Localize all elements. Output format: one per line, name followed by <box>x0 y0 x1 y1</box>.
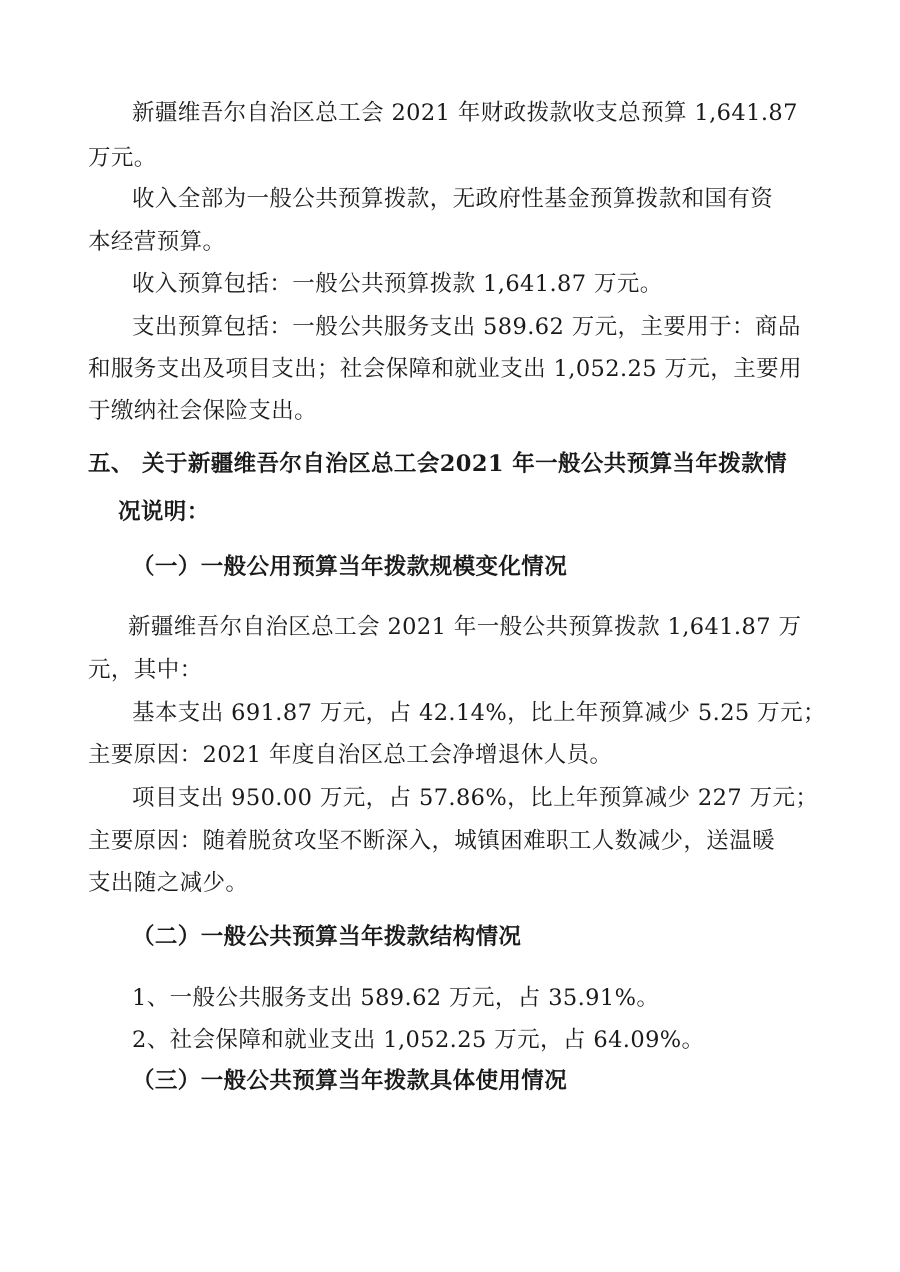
paragraph-general-budget-line2: 元，其中： <box>88 657 203 683</box>
subsection-one-heading: （一）一般公用预算当年拨款规模变化情况 <box>132 554 568 580</box>
paragraph-total-budget-line1: 新疆维吾尔自治区总工会 2021 年财政拨款收支总预算 1,641.87 <box>132 100 798 126</box>
paragraph-total-budget-line2: 万元。 <box>88 145 157 171</box>
paragraph-expense-budget-line2: 和服务支出及项目支出；社会保障和就业支出 1,052.25 万元，主要用 <box>88 356 802 382</box>
paragraph-expense-budget-line3: 于缴纳社会保险支出。 <box>88 398 318 424</box>
paragraph-project-expense-line3: 支出随之减少。 <box>88 870 249 896</box>
list-item-general-public-service: 1、一般公共服务支出 589.62 万元，占 35.91%。 <box>132 985 660 1011</box>
paragraph-expense-budget-line1: 支出预算包括：一般公共服务支出 589.62 万元，主要用于：商品 <box>132 314 801 340</box>
subsection-three-heading: （三）一般公共预算当年拨款具体使用情况 <box>132 1068 568 1094</box>
section-five-heading-line1: 五、 关于新疆维吾尔自治区总工会2021 年一般公共预算当年拨款情 <box>88 451 787 477</box>
paragraph-project-expense-line2: 主要原因：随着脱贫攻坚不断深入，城镇困难职工人数减少，送温暖 <box>88 828 776 854</box>
section-five-heading-line2: 况说明： <box>118 499 210 525</box>
paragraph-general-budget-line1: 新疆维吾尔自治区总工会 2021 年一般公共预算拨款 1,641.87 万 <box>128 614 802 640</box>
paragraph-income-source-line2: 本经营预算。 <box>88 229 226 255</box>
paragraph-income-budget: 收入预算包括：一般公共预算拨款 1,641.87 万元。 <box>132 271 663 297</box>
paragraph-basic-expense-line2: 主要原因：2021 年度自治区总工会净增退休人员。 <box>88 742 613 768</box>
paragraph-income-source-line1: 收入全部为一般公共预算拨款，无政府性基金预算拨款和国有资 <box>132 186 774 212</box>
subsection-two-heading: （二）一般公共预算当年拨款结构情况 <box>132 924 522 950</box>
list-item-social-security: 2、社会保障和就业支出 1,052.25 万元，占 64.09%。 <box>132 1027 705 1053</box>
paragraph-project-expense-line1: 项目支出 950.00 万元，占 57.86%，比上年预算减少 227 万元； <box>132 785 819 811</box>
paragraph-basic-expense-line1: 基本支出 691.87 万元，占 42.14%，比上年预算减少 5.25 万元； <box>132 700 826 726</box>
